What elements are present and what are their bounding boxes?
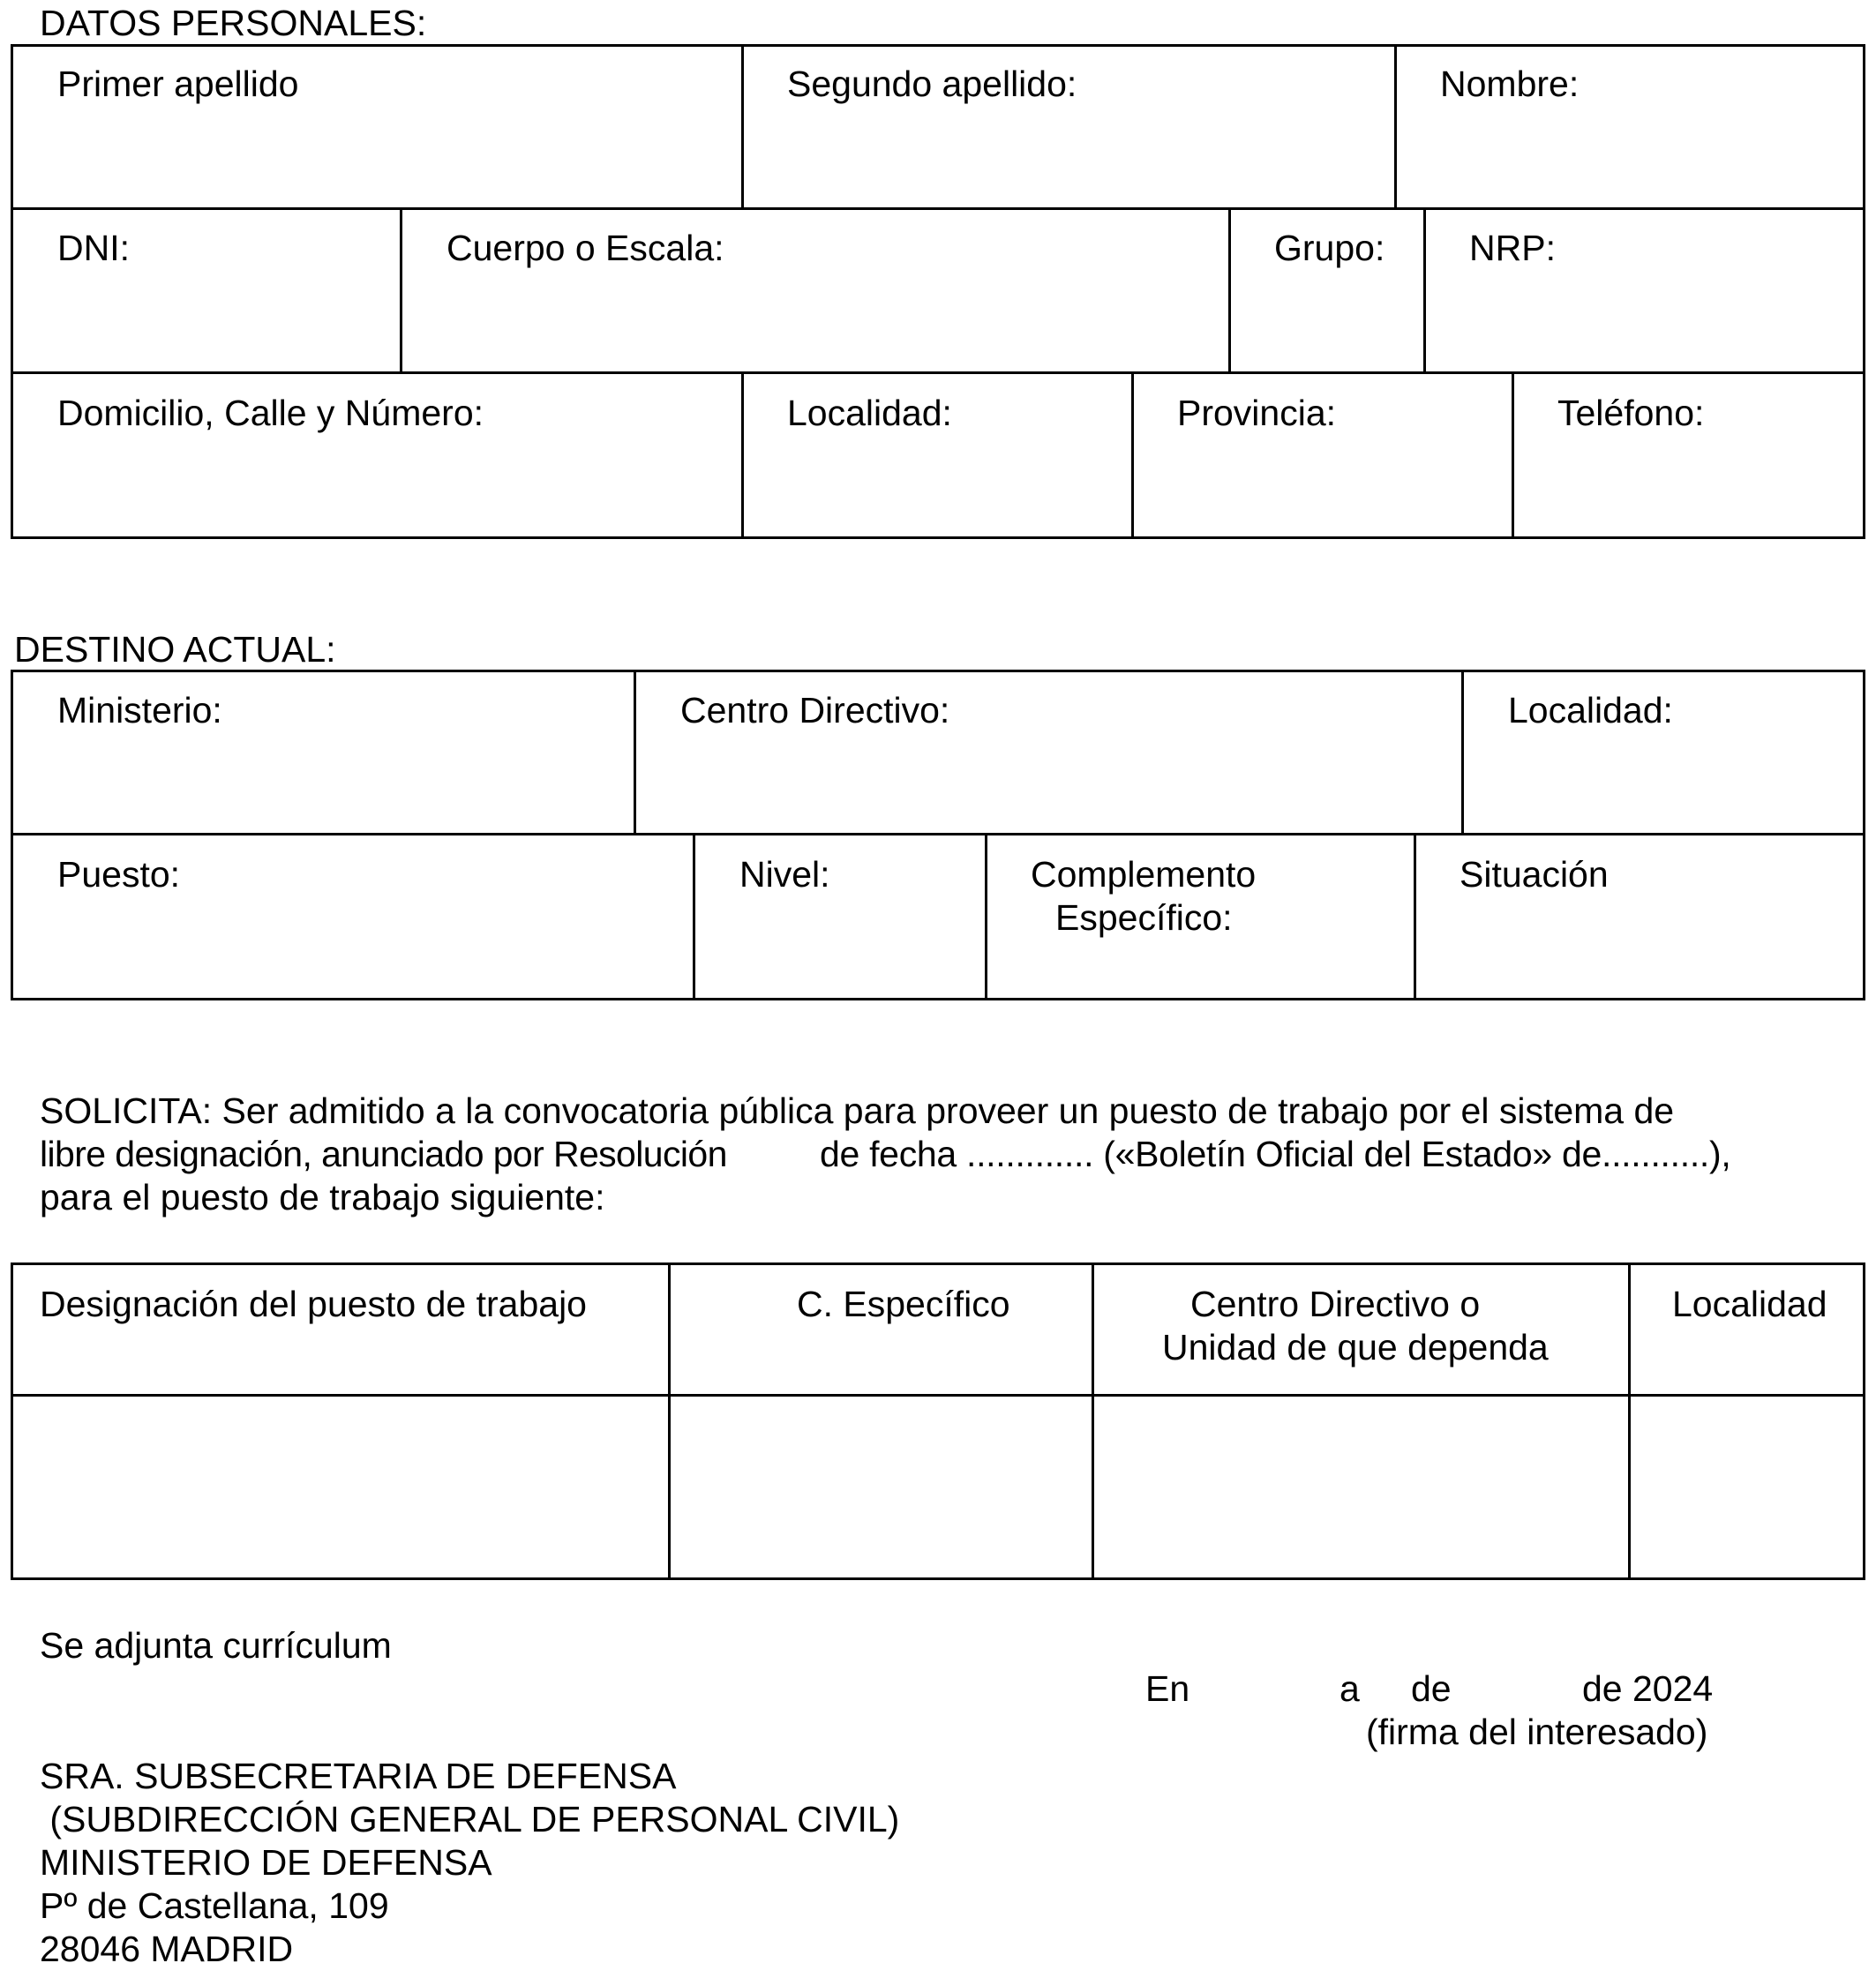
- row-divider: [11, 833, 1865, 835]
- cell-divider: [1414, 834, 1416, 1000]
- solicita-line-2b: de fecha ............. («Boletín Oficial del Estado» de...........),: [820, 1134, 1731, 1174]
- cell-divider: [741, 372, 744, 538]
- row-divider: [11, 207, 1865, 210]
- cell-divider: [693, 834, 695, 1000]
- solicita-line-2a: libre designación, anunciado por Resolución: [40, 1134, 727, 1174]
- cell-divider: [1228, 208, 1231, 372]
- cell-divider: [741, 44, 744, 208]
- field-localidad-destino[interactable]: Localidad:: [1508, 690, 1673, 731]
- signature-caption: (firma del interesado): [1366, 1712, 1708, 1752]
- field-telefono[interactable]: Teléfono:: [1557, 393, 1705, 433]
- address-line-2: (SUBDIRECCIÓN GENERAL DE PERSONAL CIVIL): [40, 1799, 900, 1839]
- cell-c-especifico-input[interactable]: [671, 1397, 1092, 1577]
- date-de: de: [1411, 1668, 1452, 1709]
- header-centro-directivo-line2: Unidad de que dependa: [1162, 1327, 1549, 1367]
- field-nivel[interactable]: Nivel:: [739, 854, 830, 895]
- field-provincia[interactable]: Provincia:: [1177, 393, 1337, 433]
- section-title-destino-actual: DESTINO ACTUAL:: [14, 629, 336, 670]
- address-line-1: SRA. SUBSECRETARIA DE DEFENSA: [40, 1756, 677, 1796]
- address-line-5: 28046 MADRID: [40, 1929, 294, 1969]
- cell-centro-directivo-input[interactable]: [1094, 1397, 1628, 1577]
- field-nrp[interactable]: NRP:: [1469, 228, 1556, 268]
- cell-divider: [1394, 44, 1397, 208]
- section-title-datos-personales: DATOS PERSONALES:: [40, 3, 427, 43]
- address-line-3: MINISTERIO DE DEFENSA: [40, 1842, 492, 1883]
- solicita-line-3: para el puesto de trabajo siguiente:: [40, 1177, 605, 1218]
- header-centro-directivo-line1: Centro Directivo o: [1190, 1284, 1481, 1324]
- datos-personales-table: [11, 44, 1865, 539]
- date-year: de 2024: [1582, 1668, 1714, 1709]
- cell-divider: [1423, 208, 1426, 372]
- cell-divider: [1512, 372, 1514, 538]
- address-line-4: Pº de Castellana, 109: [40, 1885, 389, 1926]
- field-segundo-apellido[interactable]: Segundo apellido:: [787, 64, 1077, 104]
- field-domicilio[interactable]: Domicilio, Calle y Número:: [57, 393, 484, 433]
- cell-divider: [400, 208, 402, 372]
- field-complemento-line1[interactable]: Complemento: [1031, 854, 1257, 895]
- date-en: En: [1145, 1668, 1190, 1709]
- cell-designacion-input[interactable]: [13, 1397, 668, 1577]
- cell-localidad-input[interactable]: [1631, 1397, 1863, 1577]
- field-grupo[interactable]: Grupo:: [1274, 228, 1385, 268]
- cell-divider: [985, 834, 987, 1000]
- field-dni[interactable]: DNI:: [57, 228, 130, 268]
- header-localidad: Localidad: [1672, 1284, 1827, 1324]
- cell-divider: [1131, 372, 1134, 538]
- header-c-especifico: C. Específico: [797, 1284, 1010, 1324]
- row-divider: [11, 371, 1865, 374]
- field-cuerpo-escala[interactable]: Cuerpo o Escala:: [446, 228, 724, 268]
- field-complemento-line2: Específico:: [1055, 897, 1233, 938]
- field-localidad[interactable]: Localidad:: [787, 393, 952, 433]
- field-situacion[interactable]: Situación: [1460, 854, 1609, 895]
- curriculum-note: Se adjunta currículum: [40, 1625, 392, 1666]
- field-puesto[interactable]: Puesto:: [57, 854, 181, 895]
- cell-divider: [1461, 670, 1464, 834]
- field-primer-apellido[interactable]: Primer apellido: [57, 64, 299, 104]
- header-designacion: Designación del puesto de trabajo: [40, 1284, 587, 1324]
- date-a: a: [1339, 1668, 1360, 1709]
- cell-divider: [634, 670, 636, 834]
- solicita-line-1: SOLICITA: Ser admitido a la convocatoria pública para proveer un puesto de trabajo por el sistema de: [40, 1090, 1675, 1131]
- field-centro-directivo[interactable]: Centro Directivo:: [680, 690, 950, 731]
- field-nombre[interactable]: Nombre:: [1440, 64, 1580, 104]
- field-ministerio[interactable]: Ministerio:: [57, 690, 222, 731]
